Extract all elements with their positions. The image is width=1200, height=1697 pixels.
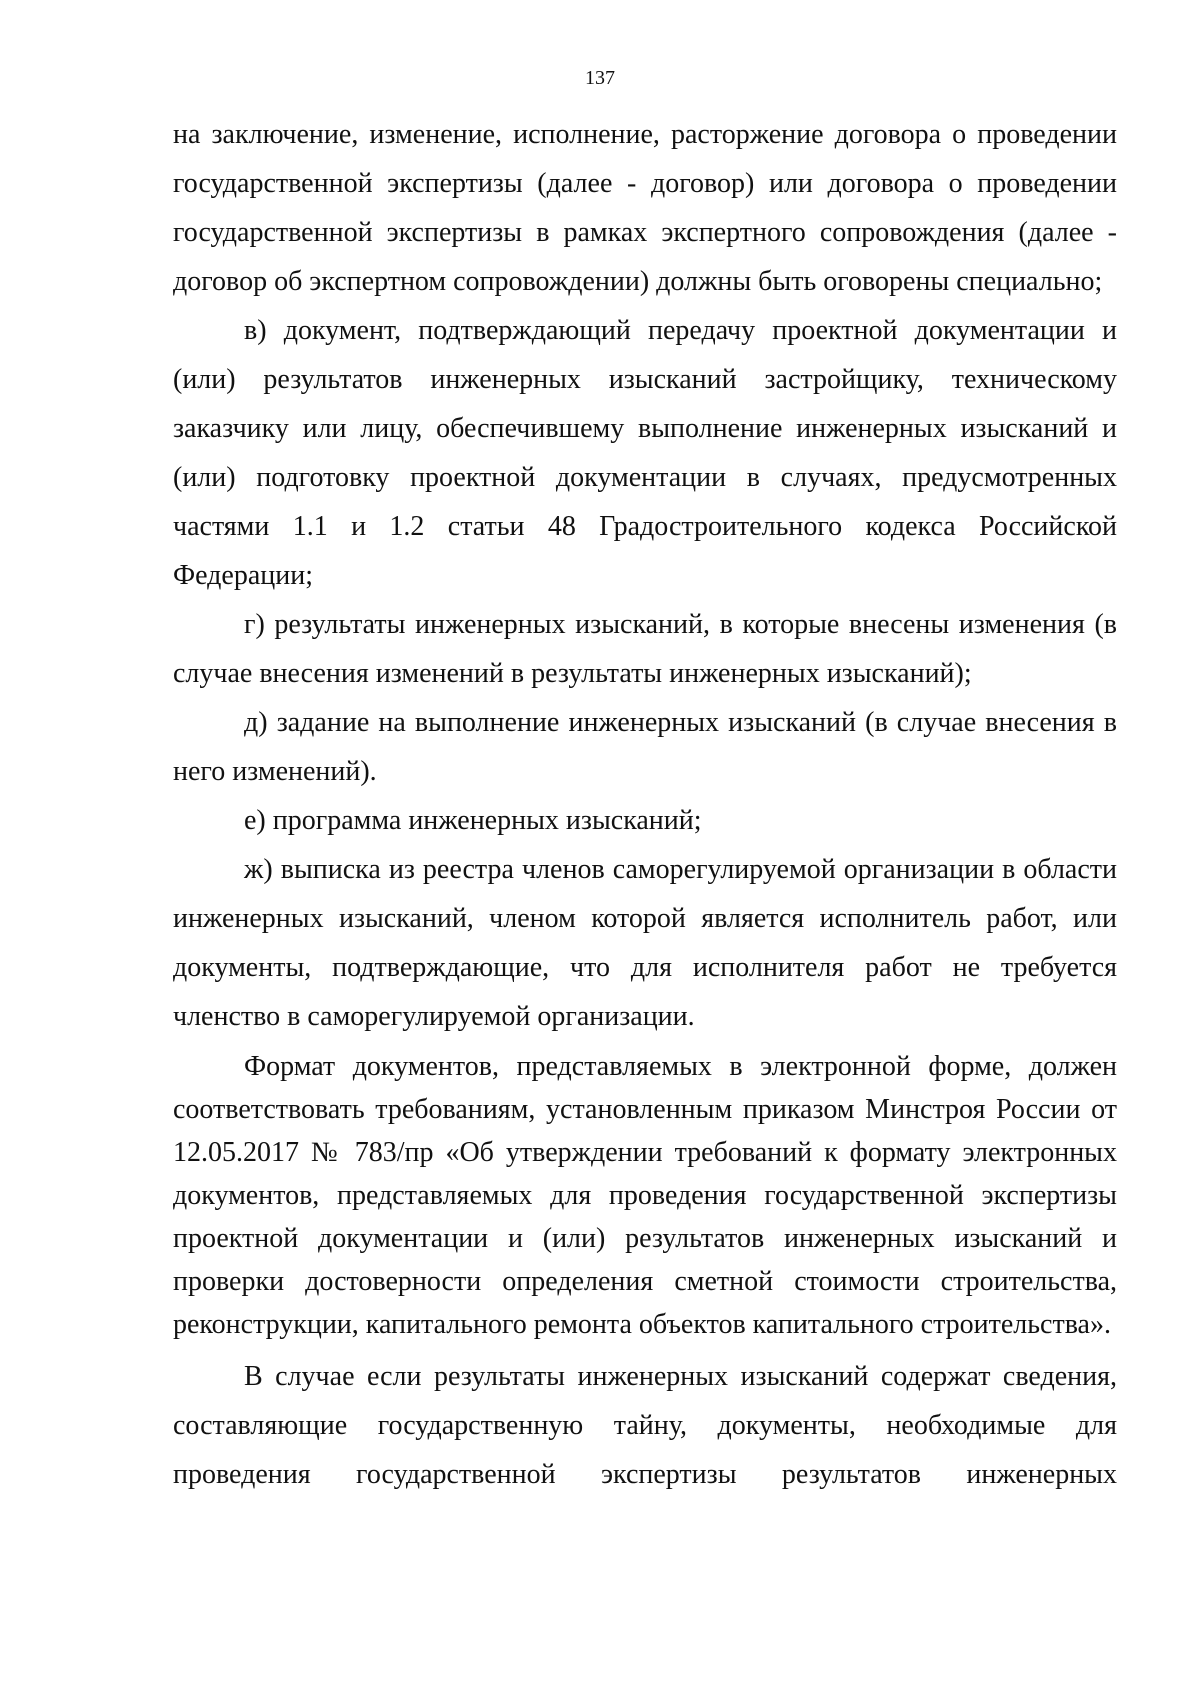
paragraph-state-secret: В случае если результаты инженерных изысканий содержат сведения, составляющие государственную тайну, документы, необходимые для проведения государственной экспертизы результатов инженерных xyxy=(173,1361,1117,1490)
paragraph-item-zh: ж) выписка из реестра членов саморегулируемой организации в области инженерных изысканий, членом которой является исполнитель работ, или документы, подтверждающие, что для исполнителя работ не требуется членство в саморегулируемой организации. xyxy=(173,854,1117,1032)
document-body xyxy=(173,110,1117,1499)
paragraph-item-g: г) результаты инженерных изысканий, в которые внесены изменения (в случае внесения изменений в результаты инженерных изысканий); xyxy=(173,609,1117,689)
paragraph-item-e: е) программа инженерных изысканий; xyxy=(244,805,702,836)
paragraph-continuation: на заключение, изменение, исполнение, расторжение договора о проведении государственной экспертизы (далее - договор) или договора о проведении государственной экспертизы в рамках экспертного сопровождения (далее - договор об экспертном сопровождении) должны быть оговорены специально; xyxy=(173,119,1117,297)
page-number: 137 xyxy=(585,67,615,89)
paragraph-format-requirements: Формат документов, представляемых в электронной форме, должен соответствовать требованиям, установленным приказом Минстроя России от 12.05.2017 № 783/пр «Об утверждении требований к формату электронных документов, представляемых для проведения государственной экспертизы проектной документации и (или) результатов инженерных изысканий и проверки достоверности определения сметной стоимости строительства, реконструкции, капитального ремонта объектов капитального строительства». xyxy=(173,1051,1117,1340)
paragraph-item-d: д) задание на выполнение инженерных изысканий (в случае внесения в него изменений). xyxy=(173,707,1117,787)
paragraph-item-v: в) документ, подтверждающий передачу проектной документации и (или) результатов инженерных изысканий застройщику, техническому заказчику или лицу, обеспечившему выполнение инженерных изысканий и (или) подготовку проектной документации в случаях, предусмотренных частями 1.1 и 1.2 статьи 48 Градостроительного кодекса Российской Федерации; xyxy=(173,315,1117,591)
